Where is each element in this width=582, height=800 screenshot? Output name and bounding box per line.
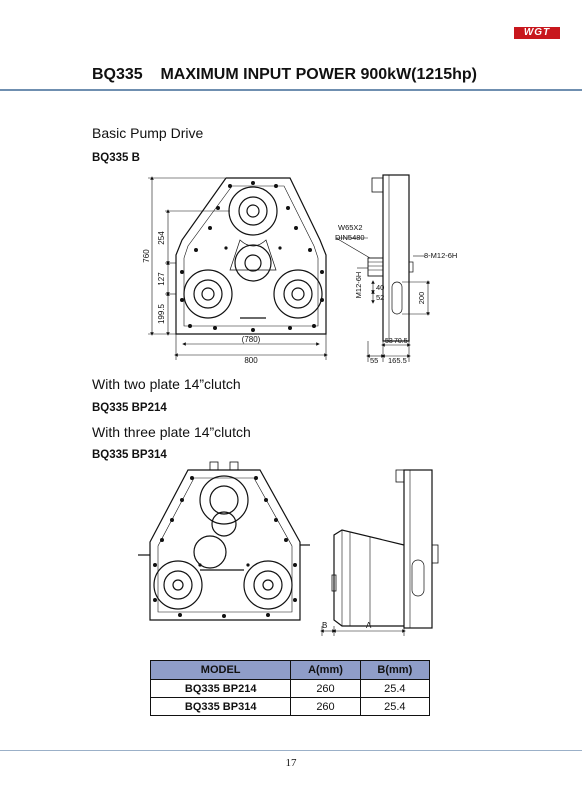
table-cell-model: BQ335 BP214 <box>151 680 291 698</box>
section-heading-two-plate: With two plate 14”clutch <box>92 376 241 392</box>
table-header-a: A(mm) <box>291 661 360 680</box>
section-heading-basic: Basic Pump Drive <box>92 125 204 141</box>
dim-overall-height: 760 <box>142 249 151 263</box>
dim-53: 53 <box>385 338 393 345</box>
dim-middle: 127 <box>157 272 166 286</box>
hole-spec: 8-M12-6H <box>424 251 458 260</box>
dim-label-b: B <box>322 621 328 630</box>
side-view-clutch <box>332 470 438 628</box>
thread-spec-1: W65X2 <box>338 223 363 232</box>
brand-logo: WGT <box>514 27 560 39</box>
section-heading-three-plate: With three plate 14”clutch <box>92 424 251 440</box>
page-title: BQ335 MAXIMUM INPUT POWER 900kW(1215hp) <box>92 66 477 83</box>
table-header-b: B(mm) <box>360 661 429 680</box>
model-label-two-plate: BQ335 BP214 <box>92 402 167 414</box>
table-header-row <box>151 661 430 680</box>
table-cell-a: 260 <box>291 680 360 698</box>
dim-40: 40 <box>376 283 385 292</box>
dim-label-a: A <box>366 621 372 630</box>
spec-table <box>150 660 430 716</box>
thread-spec-2: DIN5480 <box>335 233 365 242</box>
dim-overall-width: 800 <box>244 356 258 365</box>
table-row <box>151 680 430 698</box>
dim-lower: 199.5 <box>157 303 166 325</box>
dim-55: 55 <box>370 356 379 365</box>
dim-70-5: 70.5 <box>394 338 408 345</box>
front-view-basic <box>176 178 326 334</box>
front-view-clutch <box>138 462 310 620</box>
side-thread-spec: M12-6H <box>354 271 363 299</box>
table-row <box>151 698 430 716</box>
page-number: 17 <box>285 757 297 769</box>
dim-inner-width: (780) <box>241 335 261 344</box>
dim-upper: 254 <box>157 231 166 245</box>
table-cell-model: BQ335 BP314 <box>151 698 291 716</box>
footer-rule <box>0 750 582 751</box>
front-view-dimensions <box>148 178 326 360</box>
dim-52: 52 <box>376 293 385 302</box>
table-cell-b: 25.4 <box>360 680 429 698</box>
model-label-basic: BQ335 B <box>92 152 140 164</box>
table-header-model: MODEL <box>151 661 291 680</box>
side-view-basic <box>368 175 413 341</box>
side-view-clutch-dimensions <box>322 626 404 636</box>
dim-200: 200 <box>417 291 426 305</box>
dim-165-5: 165.5 <box>388 356 407 365</box>
model-label-three-plate: BQ335 BP314 <box>92 449 167 461</box>
table-cell-b: 25.4 <box>360 698 429 716</box>
table-cell-a: 260 <box>291 698 360 716</box>
